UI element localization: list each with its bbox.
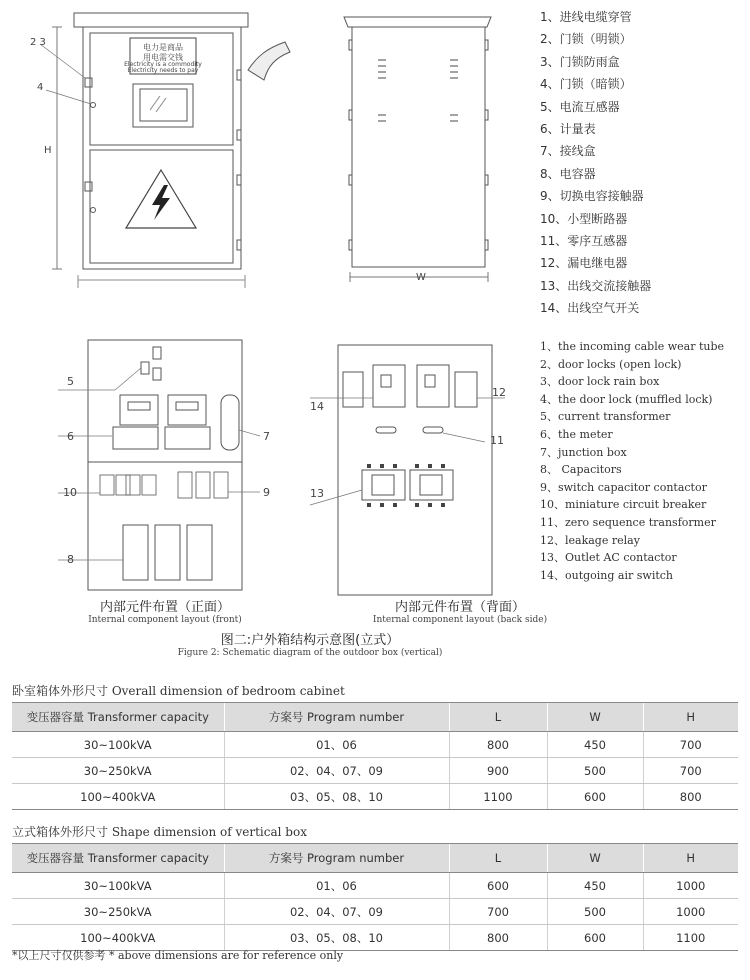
legend-zh-item: 2、门锁（明锁）	[540, 32, 632, 47]
figure-caption	[0, 629, 620, 658]
legend-zh-item: 5、电流互感器	[540, 99, 620, 114]
label-w: W	[416, 272, 426, 283]
legend-zh-item: 10、小型断路器	[540, 211, 628, 226]
cell-capacity: 100~400kVA	[12, 925, 224, 951]
cell-w: 450	[547, 873, 643, 899]
warning-zh-line-2: 用电需交钱	[143, 53, 183, 62]
legend-zh-item: 3、门锁防雨盒	[540, 54, 620, 69]
cell-capacity: 100~400kVA	[12, 784, 224, 810]
cell-l: 1100	[449, 784, 547, 810]
header-w: W	[547, 703, 643, 732]
front-internal-layout	[58, 340, 260, 590]
cell-program: 02、04、07、09	[224, 899, 449, 925]
cell-h: 1100	[643, 925, 738, 951]
warning-zh-line-1: 电力是商品	[143, 43, 183, 52]
bedroom-cabinet-dimensions-table	[12, 702, 738, 810]
header-h: H	[643, 844, 738, 873]
label-5: 5	[67, 375, 74, 388]
cell-capacity: 30~100kVA	[12, 873, 224, 899]
cell-capacity: 30~250kVA	[12, 758, 224, 784]
legend-en-item: 8、 Capacitors	[540, 463, 622, 477]
label-11: 11	[490, 434, 504, 447]
warning-en-line-1: Electricity is a commodity	[124, 61, 202, 68]
legend-en-item: 4、the door lock (muffled lock)	[540, 392, 713, 406]
caption-front-zh: 内部元件布置（正面）	[99, 600, 230, 615]
cell-program: 03、05、08、10	[224, 784, 449, 810]
header-program-number: 方案号 Program number	[224, 844, 449, 873]
legend-en-item: 10、miniature circuit breaker	[540, 498, 707, 512]
cell-program: 02、04、07、09	[224, 758, 449, 784]
cell-w: 500	[547, 758, 643, 784]
vertical-box-dimensions-table	[12, 843, 738, 951]
legend-en-item: 9、switch capacitor contactor	[540, 480, 707, 494]
legend-en-item: 6、the meter	[540, 427, 613, 441]
legend-en-item: 11、zero sequence transformer	[540, 515, 716, 529]
label-2-3: 2 3	[30, 37, 46, 48]
table-row	[12, 873, 738, 899]
header-l: L	[449, 703, 547, 732]
label-10: 10	[63, 486, 77, 499]
legend-zh-item: 12、漏电继电器	[540, 256, 628, 271]
caption-back-zh: 内部元件布置（背面）	[394, 600, 525, 615]
header-transformer-capacity: 变压器容量 Transformer capacity	[12, 844, 224, 873]
header-w: W	[547, 844, 643, 873]
legend-zh-item: 11、零序互感器	[540, 233, 628, 248]
cell-capacity: 30~100kVA	[12, 732, 224, 758]
table1-title: 卧室箱体外形尺寸 Overall dimension of bedroom cabinet	[12, 684, 345, 698]
legend-zh-item: 4、门锁（暗锁）	[540, 77, 632, 92]
cell-l: 800	[449, 925, 547, 951]
cell-program: 01、06	[224, 732, 449, 758]
caption-back-en: Internal component layout (back side)	[372, 615, 548, 625]
legend-en-item: 13、Outlet AC contactor	[540, 551, 677, 565]
label-13: 13	[310, 487, 324, 500]
table-header-row	[12, 844, 738, 873]
legend-en-item: 7、junction box	[540, 445, 627, 459]
reference-note: *以上尺寸仅供参考 * above dimensions are for reference only	[12, 949, 344, 962]
legend-zh-item: 8、电容器	[540, 166, 596, 181]
header-program-number: 方案号 Program number	[224, 703, 449, 732]
back-internal-layout	[310, 345, 505, 595]
header-h: H	[643, 703, 738, 732]
legend-chinese	[540, 6, 651, 319]
table-header-row	[12, 703, 738, 732]
legend-en-item: 1、the incoming cable wear tube	[540, 340, 725, 353]
header-l: L	[449, 844, 547, 873]
legend-zh-item: 7、接线盒	[540, 144, 596, 159]
label-12: 12	[492, 386, 506, 399]
cell-w: 450	[547, 732, 643, 758]
cell-w: 600	[547, 784, 643, 810]
legend-en-item: 5、current transformer	[540, 410, 671, 424]
legend-zh-item: 14、出线空气开关	[540, 301, 640, 316]
table-row	[12, 758, 738, 784]
cell-h: 800	[643, 784, 738, 810]
cell-h: 700	[643, 758, 738, 784]
cell-h: 700	[643, 732, 738, 758]
label-9: 9	[263, 486, 270, 499]
legend-en-item: 2、door locks (open lock)	[540, 357, 682, 371]
warning-en-line-2: Electricity needs to pay	[127, 67, 199, 74]
label-7: 7	[263, 430, 270, 443]
caption-back-layout	[355, 596, 565, 625]
cell-h: 1000	[643, 873, 738, 899]
figure-caption-en: Figure 2: Schematic diagram of the outdoor box (vertical)	[177, 648, 443, 658]
cell-l: 700	[449, 899, 547, 925]
label-14: 14	[310, 400, 324, 413]
cell-h: 1000	[643, 899, 738, 925]
legend-zh-item: 6、计量表	[540, 121, 596, 136]
label-6: 6	[67, 430, 74, 443]
cell-l: 800	[449, 732, 547, 758]
legend-zh-item: 13、出线交流接触器	[540, 278, 652, 293]
legend-en-item: 12、leakage relay	[540, 533, 640, 547]
cell-program: 01、06	[224, 873, 449, 899]
table-row	[12, 784, 738, 810]
label-h: H	[44, 145, 52, 156]
caption-front-en: Internal component layout (front)	[88, 615, 242, 625]
table2-title: 立式箱体外形尺寸 Shape dimension of vertical box	[12, 825, 307, 839]
caption-front-layout	[60, 596, 270, 625]
label-4: 4	[37, 82, 44, 93]
header-transformer-capacity: 变压器容量 Transformer capacity	[12, 703, 224, 732]
cell-l: 900	[449, 758, 547, 784]
legend-english	[540, 338, 724, 584]
legend-zh-item: 1、进线电缆穿管	[540, 10, 632, 24]
label-8: 8	[67, 553, 74, 566]
table-row	[12, 899, 738, 925]
table-row	[12, 732, 738, 758]
figure-caption-zh: 图二:户外箱结构示意图(立式）	[220, 633, 400, 648]
legend-zh-item: 9、切换电容接触器	[540, 189, 644, 204]
legend-en-item: 3、door lock rain box	[540, 375, 660, 389]
side-elevation-view	[344, 17, 491, 282]
lightning-icon	[152, 185, 170, 220]
legend-en-item: 14、outgoing air switch	[540, 568, 674, 582]
cell-w: 600	[547, 925, 643, 951]
cell-w: 500	[547, 899, 643, 925]
cell-program: 03、05、08、10	[224, 925, 449, 951]
cell-l: 600	[449, 873, 547, 899]
cell-capacity: 30~250kVA	[12, 899, 224, 925]
